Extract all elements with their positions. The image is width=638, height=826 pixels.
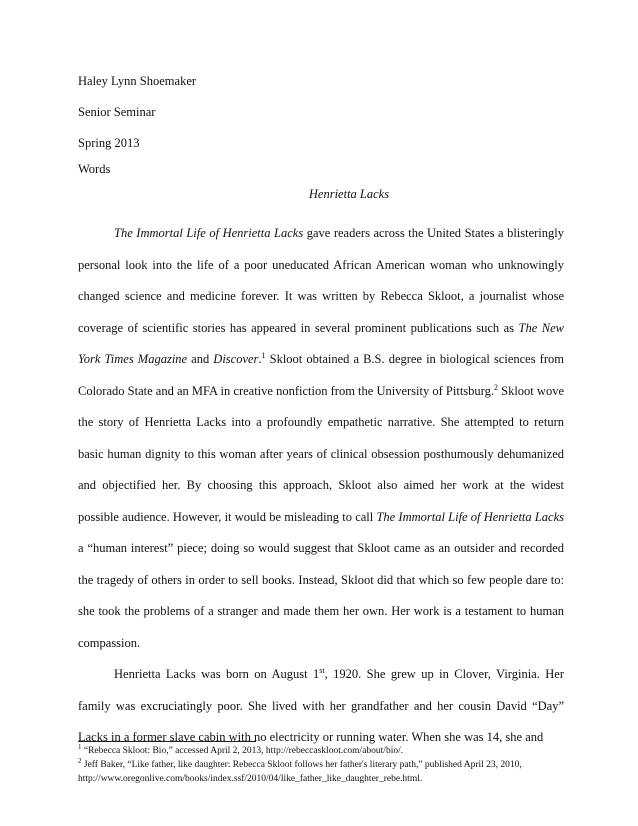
paragraph-text: Henrietta Lacks was born on August 1 [114,667,320,681]
paragraph-text: a “human interest” piece; doing so would suggest that Skloot came as an outsider and recorded the tragedy of others in order to sell books. Instead, Skloot did that which so few people dare to: she took the problems of a stranger and made them her own. Her work is a testament to human compassion. [78,541,564,650]
term: Spring 2013 [78,136,140,150]
footnote-text: Jeff Baker, “Like father, like daughter: Rebecca Skloot follows her father's literary path,” published April 23, 2010, http://www.oregonlive.com/books/index.ssf/2010/04/like_father_like_daughter_rebe.html. [78,760,522,784]
paragraph-text: , 1920. She grew up in Clover, Virginia. Her family was excruciatingly poor. She lived with her grandfather and her cousin David “Day” Lacks in a former slave cabin with no electricity or running water. When she was 14, she and [78,667,564,744]
footnote-ref-2[interactable]: 2 [493,382,498,392]
footnotes [78,744,568,786]
publication-title: The New York Times Magazine [78,320,564,366]
footnote-number: 2 [78,756,82,765]
paragraph-text: gave readers across the United States a blisteringly personal look into the life of a poor uneducated African American woman who unknowingly changed science and medicine forever. It was written by Rebecca Skloot, a journalist whose coverage of scientific stories has appeared in several prominent publications such as [78,226,565,335]
book-title: The Immortal Life of Henrietta Lacks [376,509,565,524]
paragraph-2 [78,659,564,754]
footnote-1 [78,744,568,758]
author-name: Haley Lynn Shoemaker [78,74,197,88]
publication-title: Discover [213,352,259,366]
header-label: Words [78,162,111,176]
course-name: Senior Seminar [78,105,156,119]
footnote-2 [78,758,568,786]
paragraph-text: Skloot wove the story of Henrietta Lacks into a profoundly empathetic narrative. She attempted to return basic human dignity to this woman after years of clinical obsession posthumously dehumanized and objectified her. By choosing this approach, Skloot also aimed her work at the widest possible audience. However, it would be misleading to call [78,383,564,524]
essay-title: Henrietta Lacks [308,187,390,201]
book-title: The Immortal Life of Henrietta Lacks [114,226,304,240]
footnote-ref-1[interactable]: 1 [261,350,266,360]
footnote-text: “Rebecca Skloot: Bio,” accessed April 2, 2013, http://rebeccaskloot.com/about/bio/. [81,746,404,756]
paragraph-1 [78,218,564,659]
paragraph-text: Skloot obtained a B.S. degree in biological sciences from Colorado State and an MFA in creative nonfiction from the University of Pittsburg. [78,352,564,398]
essay-body [78,218,564,754]
footnote-divider [78,741,256,742]
paragraph-text: . [258,352,262,366]
paragraph-text: and [187,352,214,366]
footnote-number: 1 [78,742,82,751]
ordinal-suffix: st [319,665,325,675]
